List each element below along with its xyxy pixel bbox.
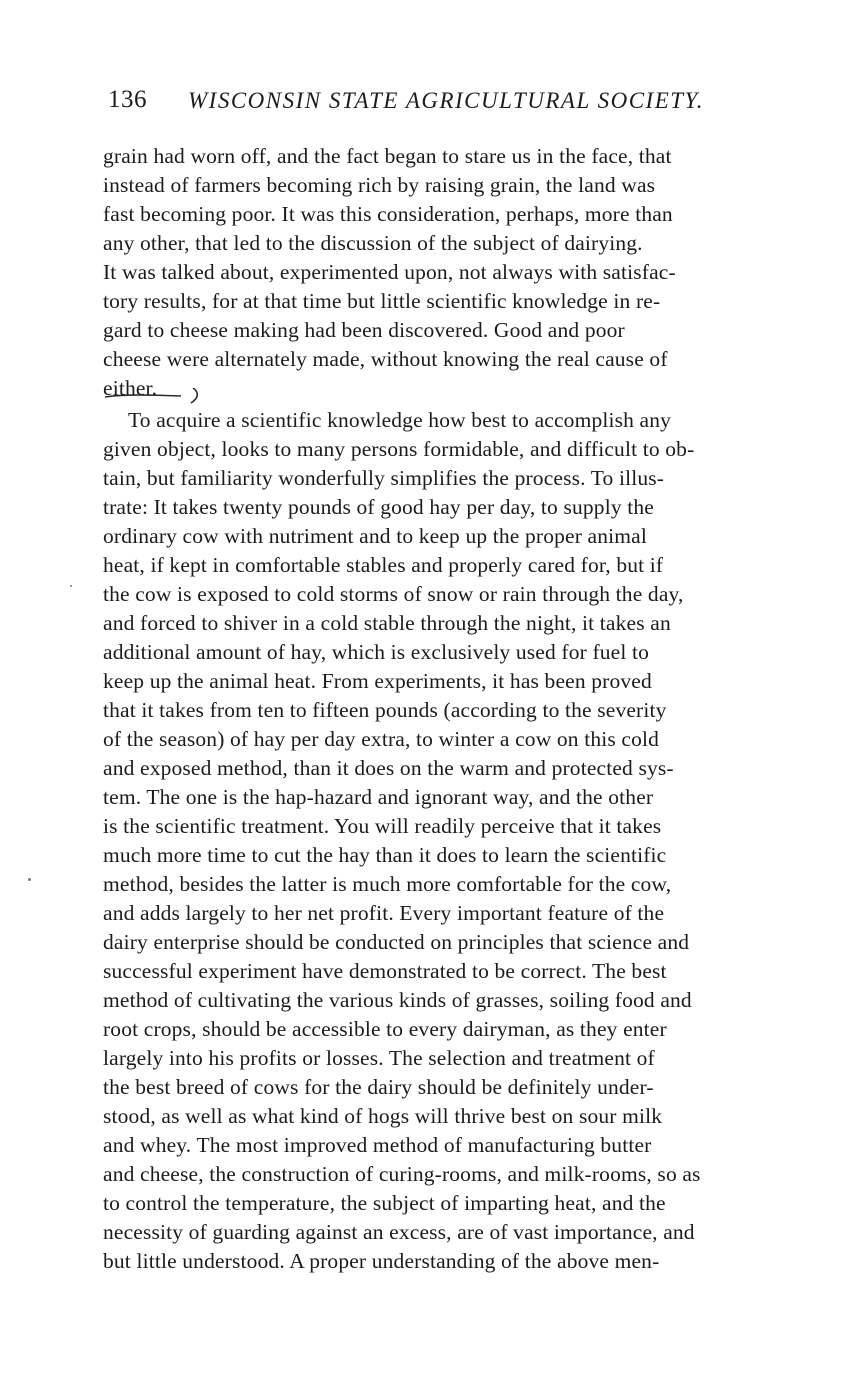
text-line: instead of farmers becoming rich by raising grain, the land was (103, 173, 656, 197)
text-line: the cow is exposed to cold storms of snow or rain through the day, (103, 582, 684, 606)
text-line: to control the temperature, the subject of imparting heat, and the (103, 1191, 666, 1215)
text-line: trate: It takes twenty pounds of good hay per day, to supply the (103, 495, 654, 519)
text-line: cheese were alternately made, without knowing the real cause of (103, 347, 668, 371)
text-line: successful experiment have demonstrated to be correct. The best (103, 959, 667, 983)
paper-speck (70, 585, 72, 587)
text-line: any other, that led to the discussion of the subject of dairying. (103, 231, 643, 255)
text-line: and cheese, the construction of curing-rooms, and milk-rooms, so as (103, 1162, 701, 1186)
paper-speck (28, 878, 31, 881)
text-line: grain had worn off, and the fact began to stare us in the face, that (103, 144, 672, 168)
text-line: fast becoming poor. It was this consideration, perhaps, more than (103, 202, 673, 226)
text-line: heat, if kept in comfortable stables and properly cared for, but if (103, 553, 664, 577)
text-line: root crops, should be accessible to every dairyman, as they enter (103, 1017, 667, 1041)
text-line: method, besides the latter is much more comfortable for the cow, (103, 872, 672, 896)
text-line: and whey. The most improved method of manufacturing butter (103, 1133, 652, 1157)
text-line: that it takes from ten to fifteen pounds (according to the severity (103, 698, 667, 722)
text-line: tem. The one is the hap-hazard and ignorant way, and the other (103, 785, 654, 809)
text-line: either. (103, 376, 158, 400)
text-line: tain, but familiarity wonderfully simplifies the process. To illus- (103, 466, 665, 490)
running-head (108, 86, 708, 122)
pencil-mark-icon (103, 388, 207, 406)
text-line: stood, as well as what kind of hogs will thrive best on sour milk (103, 1104, 663, 1128)
text-line: It was talked about, experimented upon, not always with satisfac- (103, 260, 676, 284)
text-line: dairy enterprise should be conducted on principles that science and (103, 930, 690, 954)
text-line: method of cultivating the various kinds of grasses, soiling food and (103, 988, 692, 1012)
text-line: much more time to cut the hay than it does to learn the scientific (103, 843, 667, 867)
text-line: and exposed method, than it does on the warm and protected sys- (103, 756, 674, 780)
text-line: but little understood. A proper understanding of the above men- (103, 1249, 660, 1273)
text-line: gard to cheese making had been discovered. Good and poor (103, 318, 625, 342)
page-number: 136 (108, 86, 147, 113)
text-line: is the scientific treatment. You will readily perceive that it takes (103, 814, 662, 838)
text-line: necessity of guarding against an excess, are of vast importance, and (103, 1220, 695, 1244)
text-line: of the season) of hay per day extra, to winter a cow on this cold (103, 727, 660, 751)
text-line: ordinary cow with nutriment and to keep up the proper animal (103, 524, 647, 548)
text-line: additional amount of hay, which is exclusively used for fuel to (103, 640, 650, 664)
text-line: largely into his profits or losses. The selection and treatment of (103, 1046, 655, 1070)
text-line: given object, looks to many persons formidable, and difficult to ob- (103, 437, 695, 461)
paragraph-first-line: To acquire a scientific knowledge how best to accomplish any (128, 408, 672, 432)
text-line: the best breed of cows for the dairy should be definitely under- (103, 1075, 654, 1099)
text-line: tory results, for at that time but little scientific knowledge in re- (103, 289, 661, 313)
running-head-title: WISCONSIN STATE AGRICULTURAL SOCIETY. (188, 88, 704, 113)
text-line: keep up the animal heat. From experiments, it has been proved (103, 669, 652, 693)
text-line: and forced to shiver in a cold stable through the night, it takes an (103, 611, 671, 635)
text-line: and adds largely to her net profit. Every important feature of the (103, 901, 665, 925)
